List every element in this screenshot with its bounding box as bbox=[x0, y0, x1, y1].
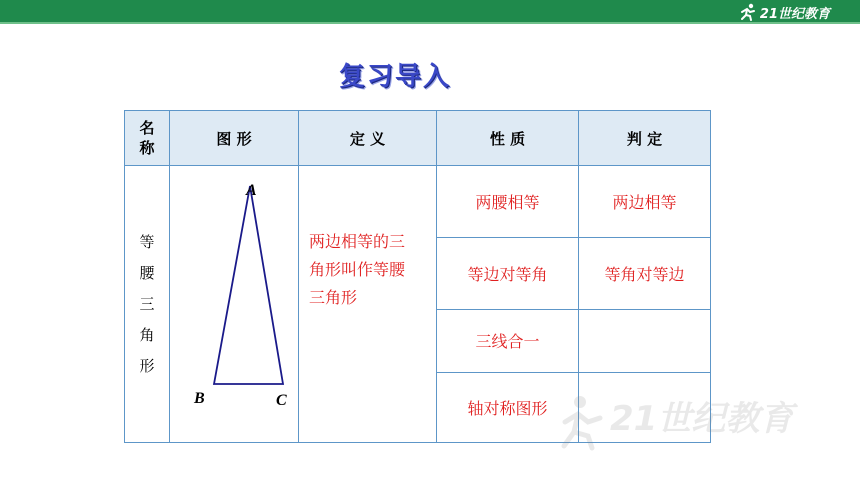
name-char: 角 bbox=[139, 325, 155, 344]
name-char: 腰 bbox=[139, 263, 155, 282]
definition-line: 三角形 bbox=[309, 288, 358, 307]
header-property: 性 质 bbox=[437, 111, 579, 166]
vertex-label-c: C bbox=[276, 392, 287, 409]
header-row bbox=[125, 111, 711, 166]
header-name-line2: 称 bbox=[139, 139, 155, 157]
property-cell: 两腰相等 bbox=[437, 166, 579, 238]
header-name-line1: 名 bbox=[139, 119, 155, 137]
banner-stripe bbox=[0, 22, 860, 24]
property-cell: 轴对称图形 bbox=[437, 372, 579, 442]
name-char: 等 bbox=[139, 232, 155, 251]
runner-icon bbox=[738, 3, 758, 21]
body-row-1 bbox=[125, 166, 711, 238]
triangle-shape bbox=[214, 186, 283, 384]
vertex-label-a: A bbox=[246, 182, 257, 199]
watermark-text: 21世纪教育 bbox=[610, 399, 794, 439]
header-definition: 定 义 bbox=[299, 111, 437, 166]
name-char: 三 bbox=[139, 294, 155, 313]
criterion-cell: 等角对等边 bbox=[579, 238, 711, 309]
definition-line: 两边相等的三 bbox=[309, 232, 406, 251]
criterion-cell bbox=[579, 372, 711, 442]
definition-line: 角形叫作等腰 bbox=[309, 260, 406, 279]
comparison-table bbox=[124, 110, 711, 443]
isosceles-triangle-figure bbox=[170, 166, 298, 442]
header-name bbox=[125, 111, 170, 166]
brand-logo bbox=[738, 1, 830, 23]
property-cell: 等边对等角 bbox=[437, 238, 579, 309]
logo-text: 21世纪教育 bbox=[759, 6, 830, 22]
criterion-cell bbox=[579, 309, 711, 372]
name-cell bbox=[125, 166, 170, 443]
header-criterion: 判 定 bbox=[579, 111, 711, 166]
criterion-cell: 两边相等 bbox=[579, 166, 711, 238]
property-cell: 三线合一 bbox=[437, 309, 579, 372]
definition-cell bbox=[299, 166, 437, 443]
figure-cell bbox=[170, 166, 299, 443]
name-char: 形 bbox=[139, 356, 155, 375]
page-title: 复习导入 bbox=[338, 62, 451, 92]
vertex-label-b: B bbox=[194, 390, 205, 407]
header-figure: 图 形 bbox=[170, 111, 299, 166]
top-banner bbox=[0, 0, 860, 24]
